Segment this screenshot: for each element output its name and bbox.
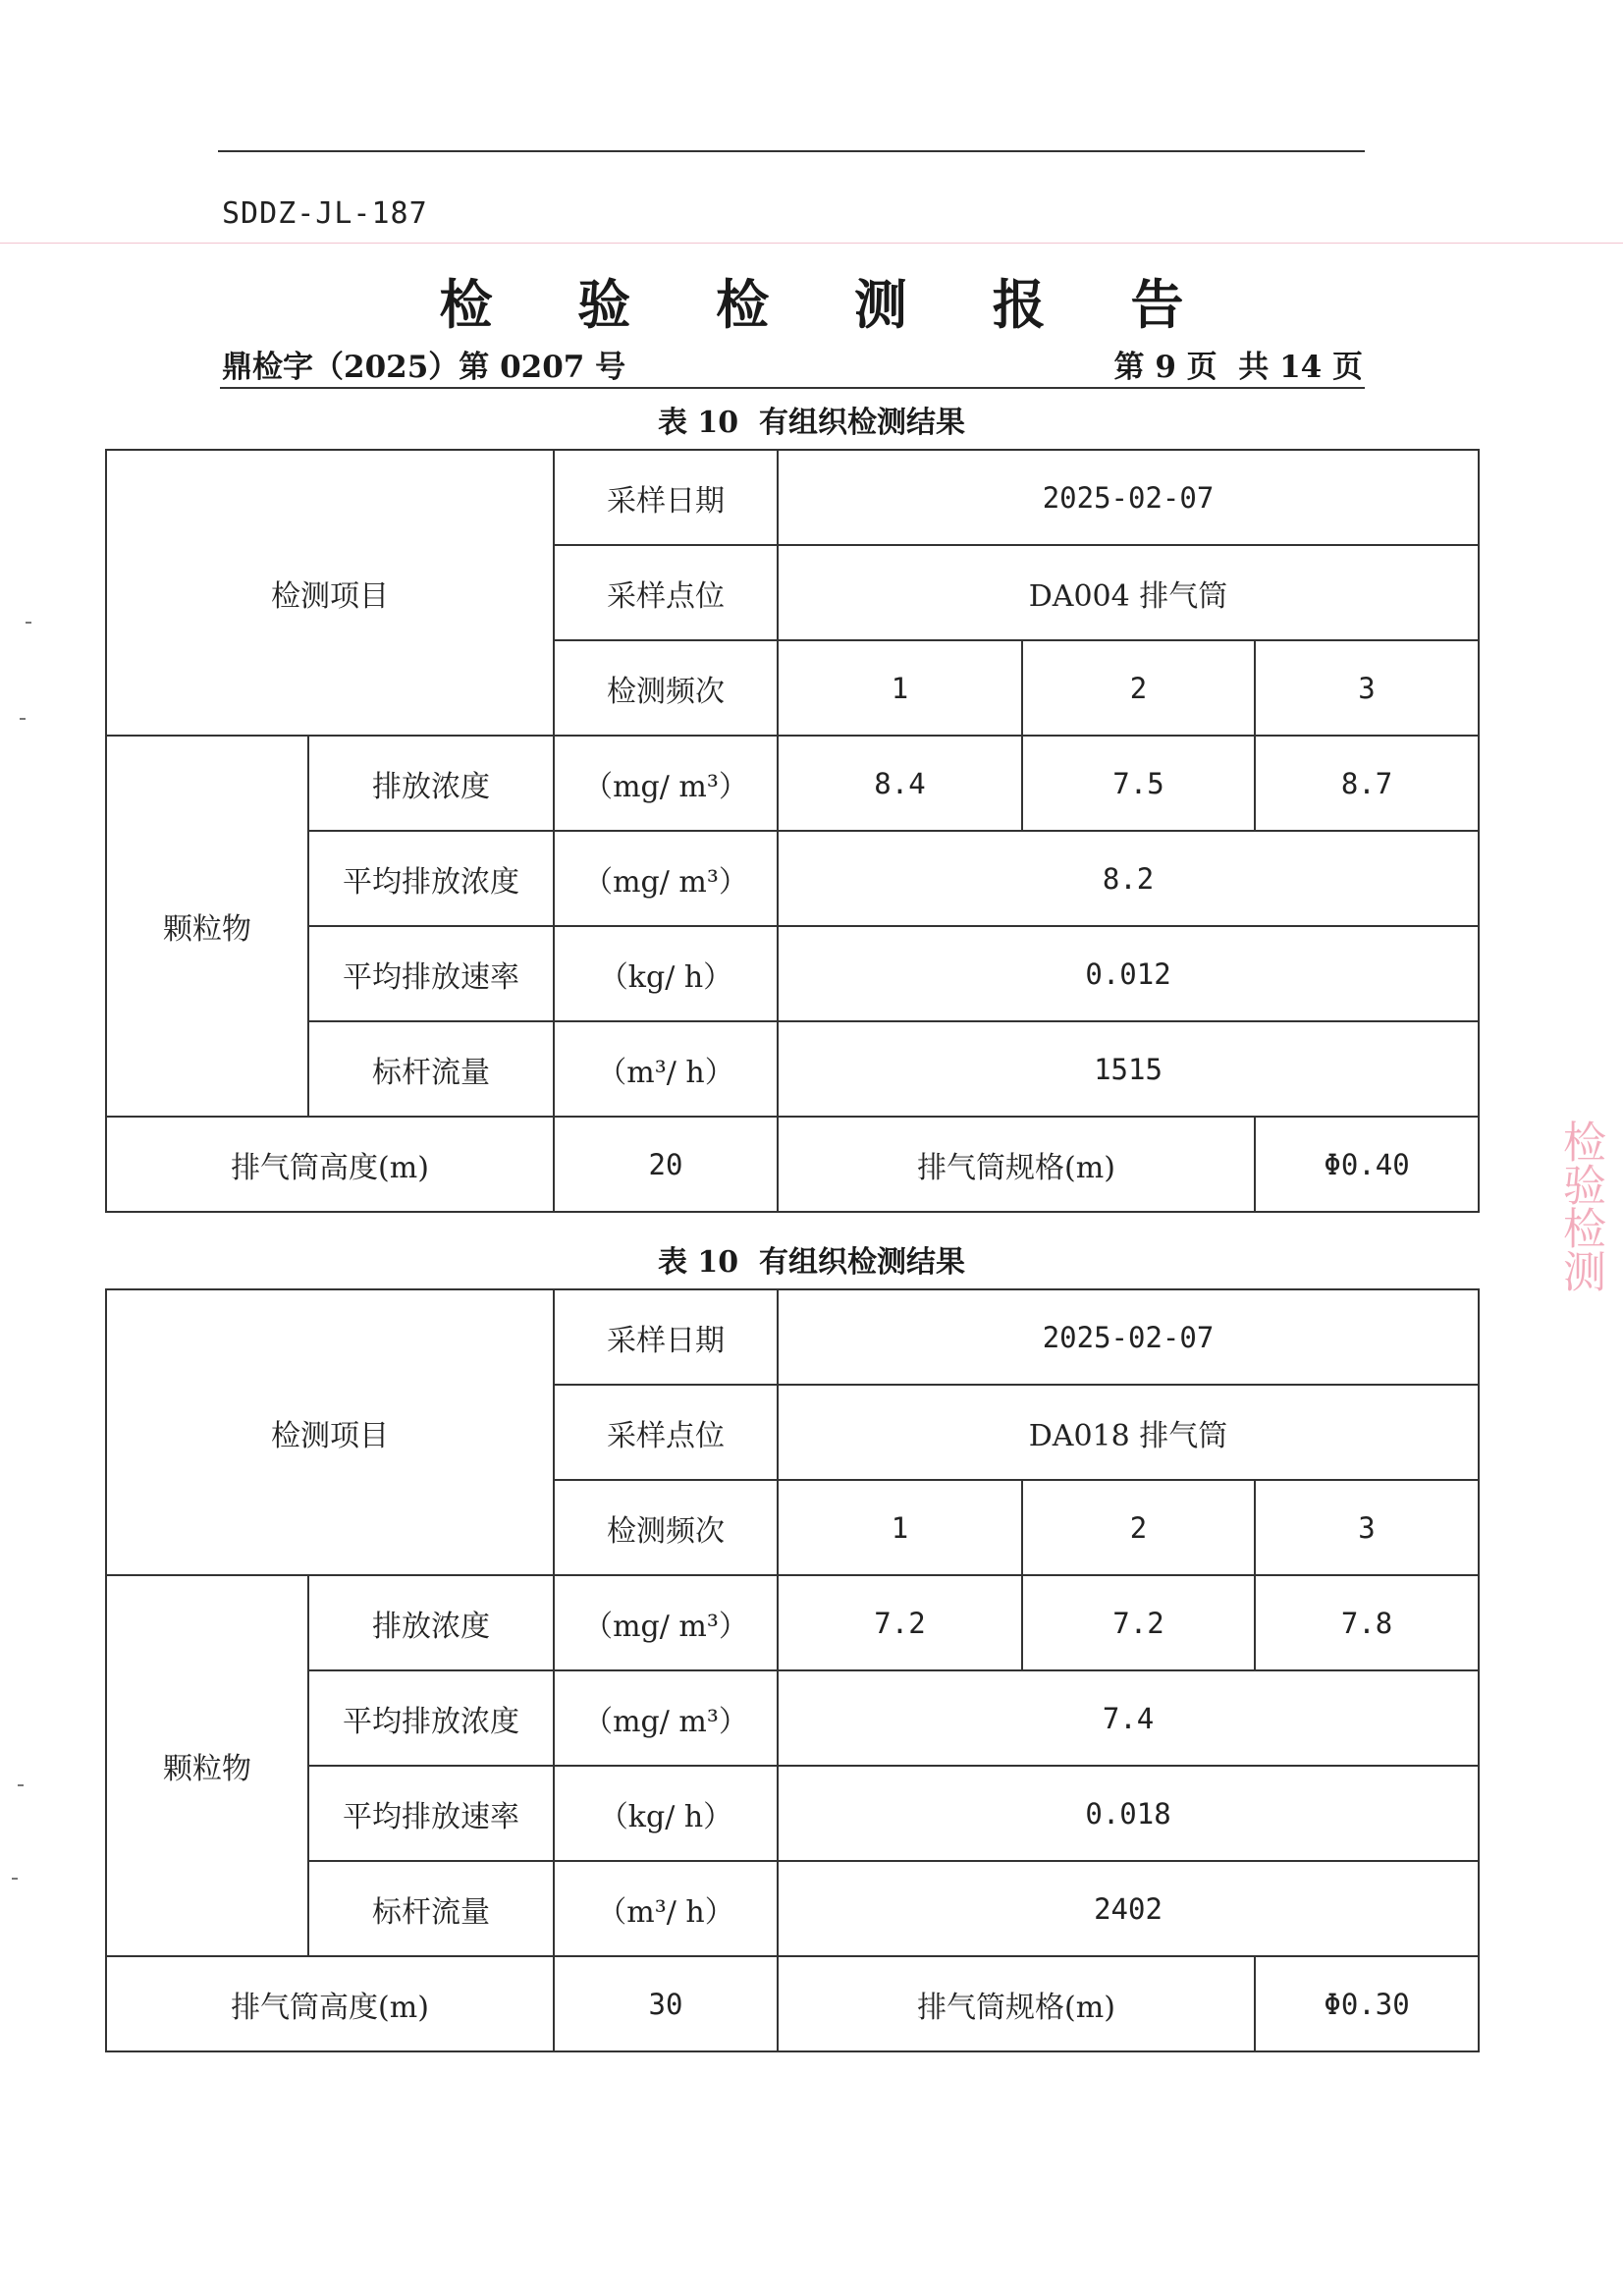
item-header-cell: 检测项目 bbox=[106, 1289, 554, 1575]
report-title: 检 验 检 测 报 告 bbox=[439, 273, 1217, 336]
unit-cell: （m³/ h） bbox=[554, 1861, 778, 1956]
param-cell: 平均排放浓度 bbox=[308, 831, 554, 926]
location-value-cell: DA004 排气筒 bbox=[778, 545, 1479, 640]
table-row bbox=[106, 1766, 1479, 1861]
table-row bbox=[106, 1117, 1479, 1212]
unit-cell: （m³/ h） bbox=[554, 1021, 778, 1117]
pollutant-cell: 颗粒物 bbox=[106, 736, 308, 1117]
stack-spec-value-cell: Φ0.30 bbox=[1255, 1956, 1479, 2051]
report-number: 鼎检字（2025）第 0207 号 bbox=[222, 350, 626, 385]
unit-cell: （mg/ m³） bbox=[554, 1670, 778, 1766]
table-caption: 表 10 有组织检测结果 bbox=[657, 406, 966, 440]
location-value-cell: DA018 排气筒 bbox=[778, 1385, 1479, 1480]
scan-speck bbox=[12, 1878, 18, 1880]
value-cell: 0.012 bbox=[778, 926, 1479, 1021]
unit-cell: （mg/ m³） bbox=[554, 831, 778, 926]
param-cell: 标杆流量 bbox=[308, 1021, 554, 1117]
value-cell: 7.2 bbox=[778, 1575, 1022, 1670]
table-row bbox=[106, 1575, 1479, 1670]
results-table-da004 bbox=[105, 449, 1480, 1213]
frequency-label-cell: 检测频次 bbox=[554, 640, 778, 736]
value-cell: 7.4 bbox=[778, 1670, 1479, 1766]
stack-spec-label-cell: 排气筒规格(m) bbox=[778, 1117, 1255, 1212]
scan-speck bbox=[18, 1784, 24, 1786]
date-value-cell: 2025-02-07 bbox=[778, 1289, 1479, 1385]
param-cell: 标杆流量 bbox=[308, 1861, 554, 1956]
unit-cell: （kg/ h） bbox=[554, 926, 778, 1021]
stack-spec-label-cell: 排气筒规格(m) bbox=[778, 1956, 1255, 2051]
table-row bbox=[106, 450, 1479, 545]
report-header-line bbox=[220, 342, 1365, 389]
value-cell: 8.7 bbox=[1255, 736, 1479, 831]
frequency-label-cell: 检测频次 bbox=[554, 1480, 778, 1575]
frequency-cell: 3 bbox=[1255, 640, 1479, 736]
table-row bbox=[106, 1861, 1479, 1956]
date-value-cell: 2025-02-07 bbox=[778, 450, 1479, 545]
param-cell: 平均排放速率 bbox=[308, 1766, 554, 1861]
page-indicator: 第 9 页 共 14 页 bbox=[1113, 350, 1363, 385]
param-cell: 排放浓度 bbox=[308, 1575, 554, 1670]
document-code: SDDZ-JL-187 bbox=[222, 196, 428, 231]
table-row bbox=[106, 1289, 1479, 1385]
header-rule bbox=[218, 150, 1365, 152]
scan-speck bbox=[20, 718, 26, 720]
stack-height-value-cell: 30 bbox=[554, 1956, 778, 2051]
table-row bbox=[106, 1021, 1479, 1117]
param-cell: 排放浓度 bbox=[308, 736, 554, 831]
frequency-cell: 2 bbox=[1022, 1480, 1255, 1575]
location-label-cell: 采样点位 bbox=[554, 545, 778, 640]
stack-height-label-cell: 排气筒高度(m) bbox=[106, 1956, 554, 2051]
stack-height-value-cell: 20 bbox=[554, 1117, 778, 1212]
seal-stamp-fragment: 检验检测 bbox=[1555, 1120, 1605, 1292]
stack-spec-value-cell: Φ0.40 bbox=[1255, 1117, 1479, 1212]
value-cell: 7.5 bbox=[1022, 736, 1255, 831]
frequency-cell: 3 bbox=[1255, 1480, 1479, 1575]
location-label-cell: 采样点位 bbox=[554, 1385, 778, 1480]
date-label-cell: 采样日期 bbox=[554, 1289, 778, 1385]
table-row bbox=[106, 1670, 1479, 1766]
param-cell: 平均排放浓度 bbox=[308, 1670, 554, 1766]
frequency-cell: 1 bbox=[778, 640, 1022, 736]
value-cell: 8.2 bbox=[778, 831, 1479, 926]
pollutant-cell: 颗粒物 bbox=[106, 1575, 308, 1956]
value-cell: 7.2 bbox=[1022, 1575, 1255, 1670]
value-cell: 8.4 bbox=[778, 736, 1022, 831]
table-row bbox=[106, 736, 1479, 831]
date-label-cell: 采样日期 bbox=[554, 450, 778, 545]
item-header-cell: 检测项目 bbox=[106, 450, 554, 736]
param-cell: 平均排放速率 bbox=[308, 926, 554, 1021]
frequency-cell: 1 bbox=[778, 1480, 1022, 1575]
stack-height-label-cell: 排气筒高度(m) bbox=[106, 1117, 554, 1212]
table-row bbox=[106, 831, 1479, 926]
scan-speck bbox=[26, 622, 31, 624]
table-caption: 表 10 有组织检测结果 bbox=[657, 1245, 966, 1280]
value-cell: 7.8 bbox=[1255, 1575, 1479, 1670]
frequency-cell: 2 bbox=[1022, 640, 1255, 736]
unit-cell: （kg/ h） bbox=[554, 1766, 778, 1861]
table-row bbox=[106, 926, 1479, 1021]
value-cell: 2402 bbox=[778, 1861, 1479, 1956]
value-cell: 1515 bbox=[778, 1021, 1479, 1117]
table-row bbox=[106, 1956, 1479, 2051]
unit-cell: （mg/ m³） bbox=[554, 736, 778, 831]
binding-line bbox=[0, 243, 1623, 244]
unit-cell: （mg/ m³） bbox=[554, 1575, 778, 1670]
results-table-da018 bbox=[105, 1288, 1480, 2052]
value-cell: 0.018 bbox=[778, 1766, 1479, 1861]
